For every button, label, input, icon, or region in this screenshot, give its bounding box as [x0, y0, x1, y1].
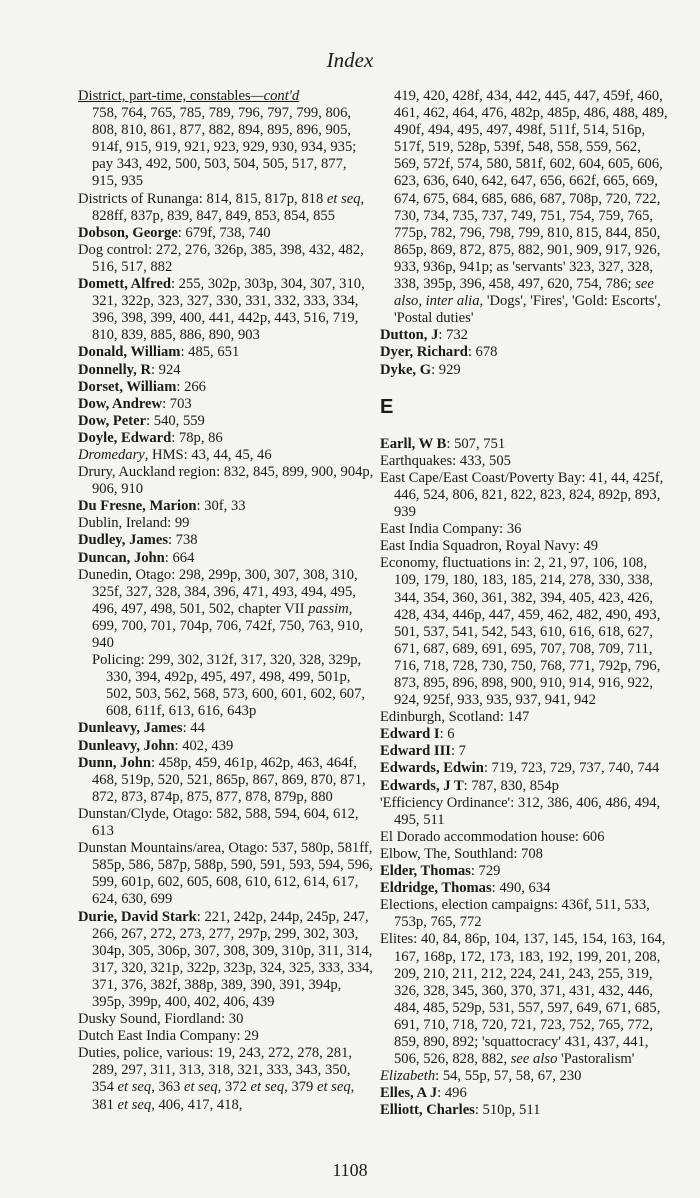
index-entry: Dutch East India Company: 29 [78, 1028, 259, 1045]
index-entry: Elder, Thomas: 729 [380, 863, 501, 880]
index-entry: East India Company: 36 [380, 521, 522, 538]
index-entry: Dow, Andrew: 703 [78, 395, 192, 412]
index-entry: Drury, Auckland region: 832, 845, 899, 900, 904p, 906, 910 [78, 464, 374, 498]
index-entry: Elections, election campaigns: 436f, 511, 533, 753p, 765, 772 [380, 897, 650, 931]
index-entry: Eldridge, Thomas: 490, 634 [380, 880, 551, 897]
index-entry: Earll, W B: 507, 751 [380, 435, 506, 452]
index-entry: Economy, fluctuations in: 2, 21, 97, 106, 108, 109, 179, 180, 183, 185, 214, 278, 330, 338, 344, 354, 360, 361, 382, 394, 405, 423, 426, 428, 434, 446p, 447, 459, 462, 482, 490, 493, 501, 537, 541, 542, 543, 610, 616, 618, 627, 671, 687, 689, 691, 695, 707, 708, 709, 711, 716, 718, 728, 730, 750, 768, 771, 792p, 796, 873, 895, 896, 898, 900, 910, 914, 916, 922, 924, 925f, 933, 935, 937, 941, 942 [380, 555, 661, 709]
index-entry: 'Efficiency Ordinance': 312, 386, 406, 486, 494, 495, 511 [380, 794, 661, 828]
index-entry: Durie, David Stark: 221, 242p, 244p, 245p, 247, 266, 267, 272, 273, 277, 297p, 299, 302, 303, 304p, 305, 306p, 307, 308, 309, 310p, 311, 314, 317, 320, 321p, 322p, 323p, 324, 325, 333, 334, 371, 376, 382f, 388p, 389, 390, 391, 394p, 395p, 399p, 400, 402, 406, 439 [78, 908, 373, 1010]
page-number: 1108 [332, 1160, 368, 1180]
index-entry: Dromedary, HMS: 43, 44, 45, 46 [78, 446, 272, 463]
index-entry: El Dorado accommodation house: 606 [380, 828, 605, 845]
index-entry: Dusky Sound, Fiordland: 30 [78, 1011, 244, 1028]
index-entry: Dorset, William: 266 [78, 378, 206, 395]
index-entry: Dunleavy, John: 402, 439 [78, 737, 234, 754]
index-entry: Edinburgh, Scotland: 147 [380, 709, 530, 726]
index-entry: Dobson, George: 679f, 738, 740 [78, 224, 271, 241]
index-entry: Elliott, Charles: 510p, 511 [380, 1102, 541, 1119]
index-entry-continuation: 758, 764, 765, 785, 789, 796, 797, 799, 806, 808, 810, 861, 877, 882, 894, 895, 896, 905, 914f, 915, 919, 921, 923, 929, 930, 934, 935; pay 343, 492, 500, 503, 504, 505, 517, 877, 915, 935 [92, 105, 357, 190]
index-entry: Dublin, Ireland: 99 [78, 515, 190, 532]
index-entry: Domett, Alfred: 255, 302p, 303p, 304, 307, 310, 321, 322p, 323, 327, 330, 331, 332, 333, 334, 396, 398, 399, 400, 441, 442p, 443, 516, 719, 810, 839, 885, 886, 890, 903 [78, 276, 365, 344]
index-entry: Elites: 40, 84, 86p, 104, 137, 145, 154, 163, 164, 167, 168p, 172, 173, 183, 192, 199, 201, 208, 209, 210, 211, 212, 224, 241, 243, 255, 319, 326, 328, 345, 360, 370, 371, 431, 432, 446, 484, 485, 529p, 531, 557, 597, 649, 671, 685, 691, 710, 718, 720, 721, 723, 752, 765, 772, 859, 890, 892; 'squattocracy' 431, 437, 441, 506, 526, 828, 882, see also 'Pastoralism' [380, 931, 666, 1068]
index-column-left [78, 88, 374, 1114]
index-entry: Dunstan Mountains/area, Otago: 537, 580p, 581ff, 585p, 586, 587p, 588p, 590, 591, 593, 594, 596, 599, 601p, 602, 605, 608, 610, 612, 614, 617, 624, 630, 699 [78, 840, 373, 908]
index-entry: Dunedin, Otago: 298, 299p, 300, 307, 308, 310, 325f, 327, 328, 384, 396, 471, 493, 494, 495, 496, 497, 498, 501, 502, chapter VII passim, 699, 700, 701, 704p, 706, 742f, 750, 763, 910, 940 [78, 566, 364, 651]
index-entry: Duties, police, various: 19, 243, 272, 278, 281, 289, 297, 311, 313, 318, 321, 333, 343, 350, 354 et seq, 363 et seq, 372 et seq, 379 et seq, 381 et seq, 406, 417, 418, [78, 1045, 355, 1113]
index-entry: Du Fresne, Marion: 30f, 33 [78, 498, 246, 515]
index-entry: Elizabeth: 54, 55p, 57, 58, 67, 230 [380, 1068, 582, 1085]
index-entry: East India Squadron, Royal Navy: 49 [380, 538, 599, 555]
index-entry: Districts of Runanga: 814, 815, 817p, 818 et seq, 828ff, 837p, 839, 847, 849, 853, 854, 855 [78, 190, 365, 224]
index-entry: Dyke, G: 929 [380, 361, 461, 378]
index-entry: Dog control: 272, 276, 326p, 385, 398, 432, 482, 516, 517, 882 [78, 241, 364, 275]
index-entry: District, part-time, constables—cont'd [78, 88, 300, 104]
index-column-right [380, 88, 670, 1119]
section-letter: E [380, 395, 394, 418]
index-entry: Dunn, John: 458p, 459, 461p, 462p, 463, 464f, 468, 519p, 520, 521, 865p, 867, 869, 870, 871, 872, 873, 874p, 875, 877, 878, 879p, 880 [78, 754, 366, 805]
index-entry: Doyle, Edward: 78p, 86 [78, 429, 223, 446]
index-entry: Edward I: 6 [380, 726, 455, 743]
index-entry: Duncan, John: 664 [78, 549, 195, 566]
index-entry: Edward III: 7 [380, 743, 466, 760]
index-entry: Earthquakes: 433, 505 [380, 452, 511, 469]
index-entry: Dunstan/Clyde, Otago: 582, 588, 594, 604, 612, 613 [78, 805, 359, 840]
index-entry: East Cape/East Coast/Poverty Bay: 41, 44, 425f, 446, 524, 806, 821, 822, 823, 824, 892p, 893, 939 [380, 469, 664, 521]
index-entry: Dudley, James: 738 [78, 532, 198, 549]
page-header: Index [326, 48, 374, 72]
index-entry: Elbow, The, Southland: 708 [380, 845, 543, 862]
index-entry: Edwards, J T: 787, 830, 854p [380, 777, 559, 794]
index-entry: Dow, Peter: 540, 559 [78, 412, 205, 429]
index-entry: Dunleavy, James: 44 [78, 720, 205, 737]
index-entry-continuation: 419, 420, 428f, 434, 442, 445, 447, 459f, 460, 461, 462, 464, 476, 482p, 485p, 486, 488, 489, 490f, 494, 495, 497, 498f, 511f, 514, 516p, 517f, 519, 528p, 539f, 548, 558, 559, 562, 569, 572f, 574, 580, 581f, 602, 604, 605, 606, 623, 636, 640, 642, 647, 656, 662f, 665, 669, 674, 675, 684, 685, 686, 687, 708p, 720, 722, 730, 734, 735, 737, 749, 751, 754, 759, 765, 775p, 782, 796, 798, 799, 810, 815, 844, 850, 865p, 869, 872, 875, 882, 901, 909, 917, 926, 933, 936p, 941p; as 'servants' 323, 327, 328, 338, 395p, 396, 458, 497, 620, 754, 786; see also, inter alia, 'Dogs', 'Fires', 'Gold: Escorts', 'Postal duties' [394, 88, 668, 327]
index-entry: Donald, William: 485, 651 [78, 344, 240, 361]
index-entry: Elles, A J: 496 [380, 1085, 467, 1102]
index-entry: Dutton, J: 732 [380, 327, 468, 344]
index-entry: Dyer, Richard: 678 [380, 344, 498, 361]
index-subentry: Policing: 299, 302, 312f, 317, 320, 328, 329p, 330, 394, 492p, 495, 497, 498, 499, 501p, 502, 503, 562, 568, 573, 600, 601, 602, 607, 608, 611f, 613, 616, 643p [92, 652, 366, 720]
index-entry: Edwards, Edwin: 719, 723, 729, 737, 740, 744 [380, 760, 660, 777]
index-entry: Donnelly, R: 924 [78, 361, 181, 378]
